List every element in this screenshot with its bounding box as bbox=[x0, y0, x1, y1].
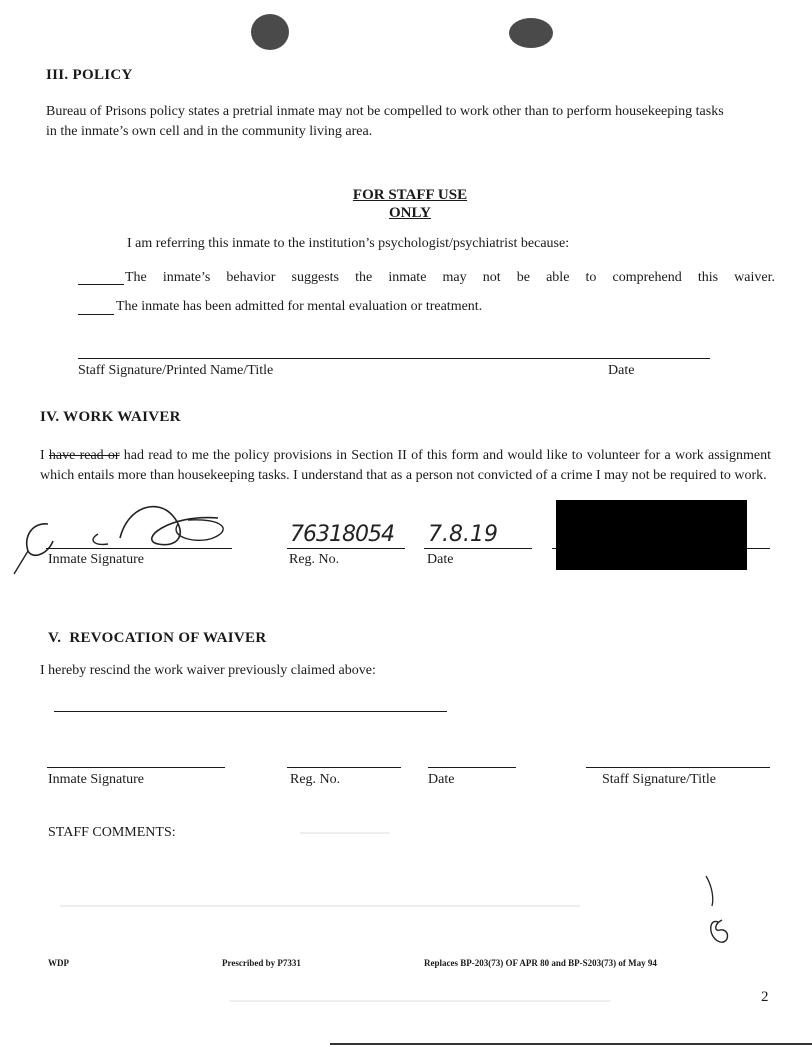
punch-hole-left bbox=[251, 14, 289, 50]
section-work-waiver-heading: IV. WORK WAIVER bbox=[40, 409, 181, 425]
footer-form-code: WDP bbox=[48, 958, 69, 968]
reg-number-value: 76318054 bbox=[290, 522, 394, 547]
inmate-signature-line[interactable] bbox=[46, 548, 232, 549]
work-waiver-text bbox=[40, 446, 771, 486]
reason2-checkbox-line[interactable] bbox=[78, 314, 114, 315]
staff-use-title-line2: ONLY bbox=[389, 205, 431, 221]
reg-number-label: Reg. No. bbox=[289, 552, 340, 567]
pen-mark bbox=[700, 872, 740, 948]
work-waiver-struck-text: have read or bbox=[48, 448, 120, 463]
revocation-date-label: Date bbox=[428, 772, 455, 787]
work-waiver-text-rest: had read to me the policy provisions in Section II of this form and would like to volunteer for a work assignment which entails more than housekeeping tasks. I understand that as a person not convicted of a crime I may not be required to work. bbox=[40, 448, 772, 483]
revocation-reg-number-line[interactable] bbox=[287, 767, 401, 768]
staff-use-intro: I am referring this inmate to the institution’s psychologist/psychiatrist because: bbox=[127, 236, 570, 251]
staff-comments-label: STAFF COMMENTS: bbox=[48, 825, 176, 840]
revocation-text: I hereby rescind the work waiver previously claimed above: bbox=[40, 663, 376, 678]
bleed-through-mark bbox=[230, 1000, 610, 1002]
work-waiver-text-start: I bbox=[40, 448, 49, 463]
punch-hole-right bbox=[509, 18, 553, 48]
redaction-box bbox=[556, 500, 747, 570]
date-value: 7.8.19 bbox=[428, 522, 498, 547]
bleed-through-mark bbox=[60, 905, 580, 907]
revocation-date-line[interactable] bbox=[428, 767, 516, 768]
revocation-reg-number-label: Reg. No. bbox=[290, 772, 341, 787]
reason1-checkbox-line[interactable] bbox=[78, 284, 124, 285]
revocation-inmate-signature-line[interactable] bbox=[47, 767, 225, 768]
date-line[interactable] bbox=[424, 548, 532, 549]
revocation-staff-signature-line[interactable] bbox=[586, 767, 770, 768]
revocation-inmate-signature-label: Inmate Signature bbox=[48, 772, 145, 787]
revocation-entry-line[interactable] bbox=[54, 711, 447, 712]
footer-prescribed-by: Prescribed by P7331 bbox=[222, 958, 301, 968]
revocation-staff-signature-label: Staff Signature/Title bbox=[602, 772, 716, 787]
page-bottom-edge bbox=[330, 1043, 812, 1045]
footer-replaces: Replaces BP-203(73) OF APR 80 and BP-S203(73) of May 94 bbox=[424, 958, 657, 968]
bleed-through-mark bbox=[300, 832, 390, 834]
section-policy-heading: III. POLICY bbox=[46, 67, 133, 83]
staff-signature-label: Staff Signature/Printed Name/Title bbox=[78, 363, 274, 378]
reason2-text: The inmate has been admitted for mental evaluation or treatment. bbox=[116, 299, 483, 314]
section-revocation-heading: V. REVOCATION OF WAIVER bbox=[48, 630, 267, 646]
date-label: Date bbox=[427, 552, 454, 567]
staff-use-title bbox=[300, 186, 520, 222]
inmate-signature-label: Inmate Signature bbox=[48, 552, 145, 567]
staff-signature-line[interactable] bbox=[78, 358, 710, 359]
section-policy-text: Bureau of Prisons policy states a pretrial inmate may not be compelled to work other than to perform housekeeping tasks in the inmate’s own cell and in the community living area. bbox=[46, 104, 724, 139]
page-number: 2 bbox=[761, 989, 769, 1005]
staff-use-title-line1: FOR STAFF USE bbox=[352, 187, 468, 203]
staff-date-label: Date bbox=[608, 363, 635, 378]
reason1-text: The inmate’s behavior suggests the inmate may not be able to comprehend this waiver. bbox=[125, 270, 775, 285]
reg-number-line[interactable] bbox=[287, 548, 405, 549]
